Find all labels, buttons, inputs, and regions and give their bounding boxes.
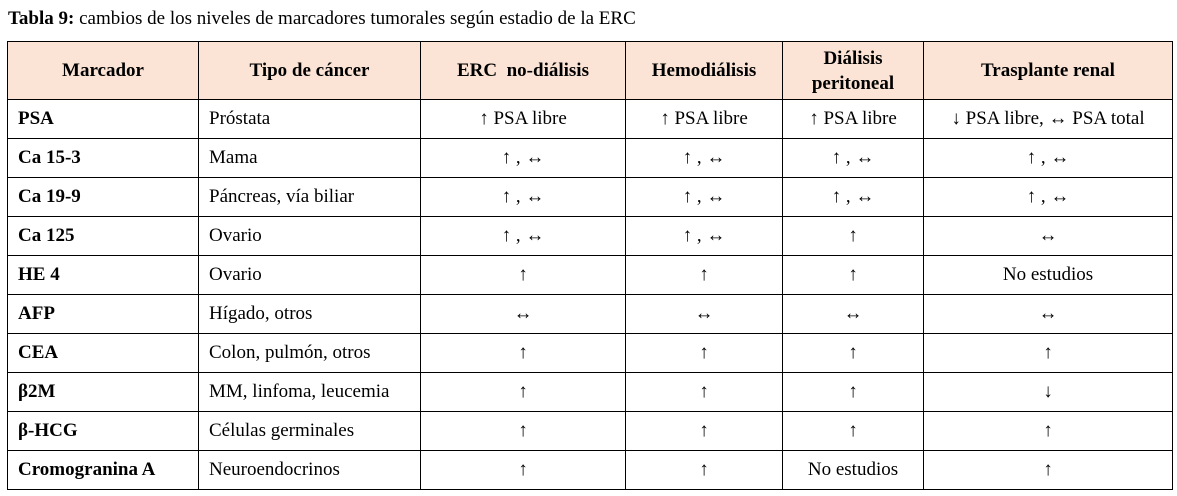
header-hemodialisis: Hemodiálisis	[626, 42, 783, 100]
cell-trasplante-renal: ↑	[924, 412, 1173, 451]
cell-marker: PSA	[8, 100, 199, 139]
table-row	[8, 373, 1173, 412]
cell-trasplante-renal: ↔	[924, 295, 1173, 334]
cell-dialisis-peritoneal: ↑ , ↔	[783, 178, 924, 217]
cell-dialisis-peritoneal: ↑	[783, 412, 924, 451]
cell-trasplante-renal: No estudios	[924, 256, 1173, 295]
table-row	[8, 100, 1173, 139]
cell-marker: HE 4	[8, 256, 199, 295]
cell-marker: Ca 15-3	[8, 139, 199, 178]
cell-cancer-type: MM, linfoma, leucemia	[199, 373, 421, 412]
cell-trasplante-renal: ↑	[924, 334, 1173, 373]
cell-cancer-type: Mama	[199, 139, 421, 178]
cell-erc-no-dialisis: ↑	[421, 451, 626, 490]
cell-cancer-type: Ovario	[199, 217, 421, 256]
header-dialisis-peritoneal: Diálisis peritoneal	[783, 42, 924, 100]
cell-hemodialisis: ↑ , ↔	[626, 139, 783, 178]
cell-dialisis-peritoneal: ↑	[783, 334, 924, 373]
header-marcador: Marcador	[8, 42, 199, 100]
cell-erc-no-dialisis: ↑ , ↔	[421, 139, 626, 178]
cell-dialisis-peritoneal: ↑	[783, 256, 924, 295]
cell-hemodialisis: ↔	[626, 295, 783, 334]
cell-marker: CEA	[8, 334, 199, 373]
cell-trasplante-renal: ↔	[924, 217, 1173, 256]
cell-hemodialisis: ↑	[626, 412, 783, 451]
cell-cancer-type: Hígado, otros	[199, 295, 421, 334]
cell-cancer-type: Neuroendocrinos	[199, 451, 421, 490]
cell-trasplante-renal: ↓	[924, 373, 1173, 412]
cell-hemodialisis: ↑	[626, 451, 783, 490]
cell-hemodialisis: ↑	[626, 256, 783, 295]
header-row	[8, 42, 1173, 100]
cell-erc-no-dialisis: ↔	[421, 295, 626, 334]
caption-text: cambios de los niveles de marcadores tumorales según estadio de la ERC	[74, 8, 636, 29]
table-row	[8, 139, 1173, 178]
table-header	[8, 42, 1173, 100]
cell-erc-no-dialisis: ↑	[421, 373, 626, 412]
table-row	[8, 451, 1173, 490]
table-row	[8, 256, 1173, 295]
cell-trasplante-renal: ↑ , ↔	[924, 178, 1173, 217]
cell-dialisis-peritoneal: ↔	[783, 295, 924, 334]
cell-erc-no-dialisis: ↑	[421, 256, 626, 295]
cell-cancer-type: Ovario	[199, 256, 421, 295]
cell-marker: β2M	[8, 373, 199, 412]
cell-cancer-type: Células germinales	[199, 412, 421, 451]
header-trasplante-renal: Trasplante renal	[924, 42, 1173, 100]
table-row	[8, 295, 1173, 334]
table-row	[8, 334, 1173, 373]
cell-cancer-type: Páncreas, vía biliar	[199, 178, 421, 217]
tumor-marker-table	[7, 41, 1173, 490]
table-caption	[8, 6, 636, 32]
cell-hemodialisis: ↑	[626, 334, 783, 373]
table-body	[8, 100, 1173, 490]
cell-cancer-type: Colon, pulmón, otros	[199, 334, 421, 373]
table-row	[8, 412, 1173, 451]
cell-marker: AFP	[8, 295, 199, 334]
table-row	[8, 178, 1173, 217]
cell-trasplante-renal: ↓ PSA libre, ↔ PSA total	[924, 100, 1173, 139]
table-row	[8, 217, 1173, 256]
cell-trasplante-renal: ↑	[924, 451, 1173, 490]
cell-hemodialisis: ↑	[626, 373, 783, 412]
cell-hemodialisis: ↑ PSA libre	[626, 100, 783, 139]
cell-dialisis-peritoneal: ↑ , ↔	[783, 139, 924, 178]
cell-trasplante-renal: ↑ , ↔	[924, 139, 1173, 178]
cell-hemodialisis: ↑ , ↔	[626, 178, 783, 217]
cell-marker: Cromogranina A	[8, 451, 199, 490]
cell-dialisis-peritoneal: ↑ PSA libre	[783, 100, 924, 139]
cell-marker: β-HCG	[8, 412, 199, 451]
cell-erc-no-dialisis: ↑ PSA libre	[421, 100, 626, 139]
cell-dialisis-peritoneal: ↑	[783, 373, 924, 412]
cell-dialisis-peritoneal: ↑	[783, 217, 924, 256]
cell-hemodialisis: ↑ , ↔	[626, 217, 783, 256]
cell-erc-no-dialisis: ↑	[421, 412, 626, 451]
cell-cancer-type: Próstata	[199, 100, 421, 139]
cell-marker: Ca 19-9	[8, 178, 199, 217]
cell-erc-no-dialisis: ↑ , ↔	[421, 217, 626, 256]
header-erc-no-dialisis: ERC no-diálisis	[421, 42, 626, 100]
cell-marker: Ca 125	[8, 217, 199, 256]
cell-dialisis-peritoneal: No estudios	[783, 451, 924, 490]
header-tipo-cancer: Tipo de cáncer	[199, 42, 421, 100]
cell-erc-no-dialisis: ↑ , ↔	[421, 178, 626, 217]
cell-erc-no-dialisis: ↑	[421, 334, 626, 373]
caption-label: Tabla 9:	[8, 8, 75, 29]
